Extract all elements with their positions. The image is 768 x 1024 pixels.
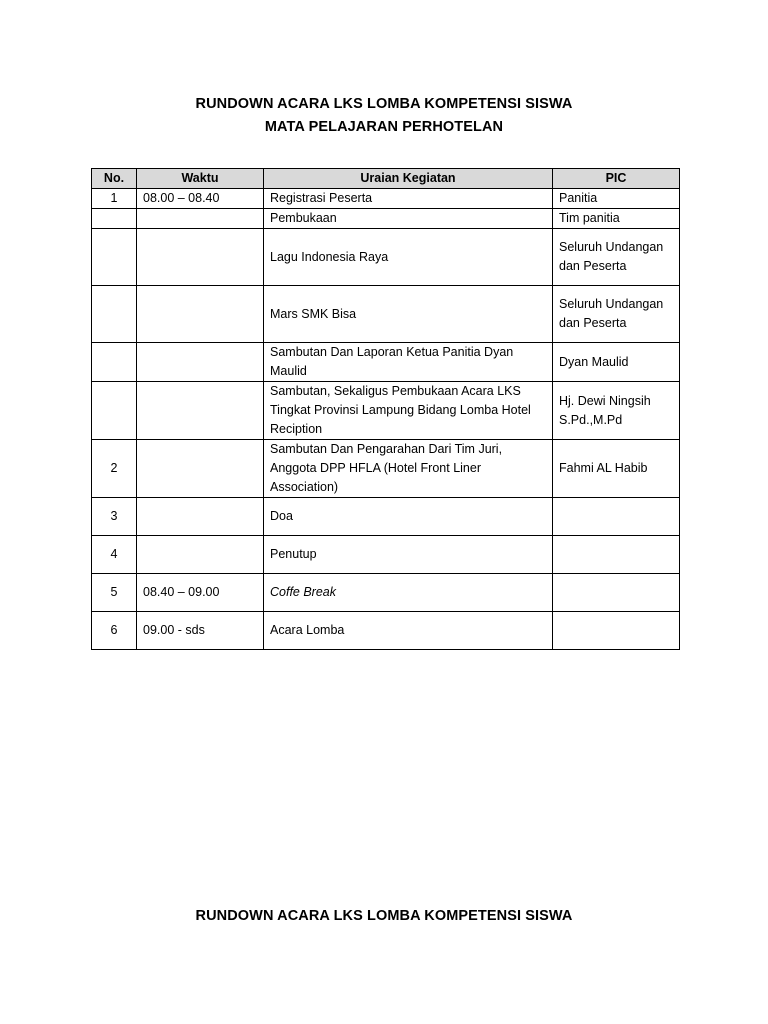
cell-uraian: Sambutan, Sekaligus Pembukaan Acara LKS Tingkat Provinsi Lampung Bidang Lomba Hotel Reciption — [264, 382, 553, 440]
cell-no: 6 — [92, 612, 137, 650]
table-row — [92, 286, 680, 343]
table-row — [92, 343, 680, 382]
table-row — [92, 382, 680, 440]
cell-pic — [553, 536, 680, 574]
cell-uraian: Doa — [264, 498, 553, 536]
cell-no — [92, 382, 137, 440]
table-row — [92, 574, 680, 612]
cell-uraian: Acara Lomba — [264, 612, 553, 650]
document-title: RUNDOWN ACARA LKS LOMBA KOMPETENSI SISWA — [195, 96, 573, 112]
cell-waktu — [137, 286, 264, 343]
table-row — [92, 612, 680, 650]
cell-pic — [553, 498, 680, 536]
cell-uraian: Lagu Indonesia Raya — [264, 229, 553, 286]
header-waktu: Waktu — [137, 169, 264, 189]
cell-waktu — [137, 536, 264, 574]
cell-pic: Panitia — [553, 189, 680, 209]
cell-pic: Tim panitia — [553, 209, 680, 229]
cell-no — [92, 229, 137, 286]
cell-waktu: 08.40 – 09.00 — [137, 574, 264, 612]
cell-pic: Fahmi AL Habib — [553, 440, 680, 498]
cell-no: 5 — [92, 574, 137, 612]
document-subtitle: MATA PELAJARAN PERHOTELAN — [264, 119, 504, 135]
cell-uraian: Sambutan Dan Laporan Ketua Panitia Dyan Maulid — [264, 343, 553, 382]
cell-uraian: Penutup — [264, 536, 553, 574]
cell-waktu — [137, 440, 264, 498]
rundown-table — [91, 168, 680, 650]
cell-waktu — [137, 382, 264, 440]
footer-title: RUNDOWN ACARA LKS LOMBA KOMPETENSI SISWA — [195, 908, 573, 924]
cell-pic — [553, 612, 680, 650]
table-row — [92, 498, 680, 536]
table-row — [92, 440, 680, 498]
cell-pic — [553, 574, 680, 612]
table-row — [92, 229, 680, 286]
cell-no — [92, 209, 137, 229]
cell-uraian: Sambutan Dan Pengarahan Dari Tim Juri, Anggota DPP HFLA (Hotel Front Liner Association) — [264, 440, 553, 498]
cell-no: 1 — [92, 189, 137, 209]
cell-pic: Seluruh Undangan dan Peserta — [553, 229, 680, 286]
cell-no: 3 — [92, 498, 137, 536]
cell-pic: Dyan Maulid — [553, 343, 680, 382]
cell-waktu: 08.00 – 08.40 — [137, 189, 264, 209]
cell-no: 4 — [92, 536, 137, 574]
table-row — [92, 536, 680, 574]
cell-waktu: 09.00 - sds — [137, 612, 264, 650]
cell-waktu — [137, 498, 264, 536]
cell-uraian: Mars SMK Bisa — [264, 286, 553, 343]
table-row — [92, 209, 680, 229]
header-uraian-kegiatan: Uraian Kegiatan — [264, 169, 553, 189]
cell-waktu — [137, 229, 264, 286]
cell-no: 2 — [92, 440, 137, 498]
cell-uraian: Coffe Break — [264, 574, 553, 612]
cell-uraian: Pembukaan — [264, 209, 553, 229]
table-row — [92, 189, 680, 209]
cell-waktu — [137, 209, 264, 229]
cell-no — [92, 343, 137, 382]
table-header-row — [92, 169, 680, 189]
cell-no — [92, 286, 137, 343]
cell-uraian: Registrasi Peserta — [264, 189, 553, 209]
cell-waktu — [137, 343, 264, 382]
cell-pic: Seluruh Undangan dan Peserta — [553, 286, 680, 343]
header-pic: PIC — [553, 169, 680, 189]
cell-pic: Hj. Dewi Ningsih S.Pd.,M.Pd — [553, 382, 680, 440]
header-no: No. — [92, 169, 137, 189]
